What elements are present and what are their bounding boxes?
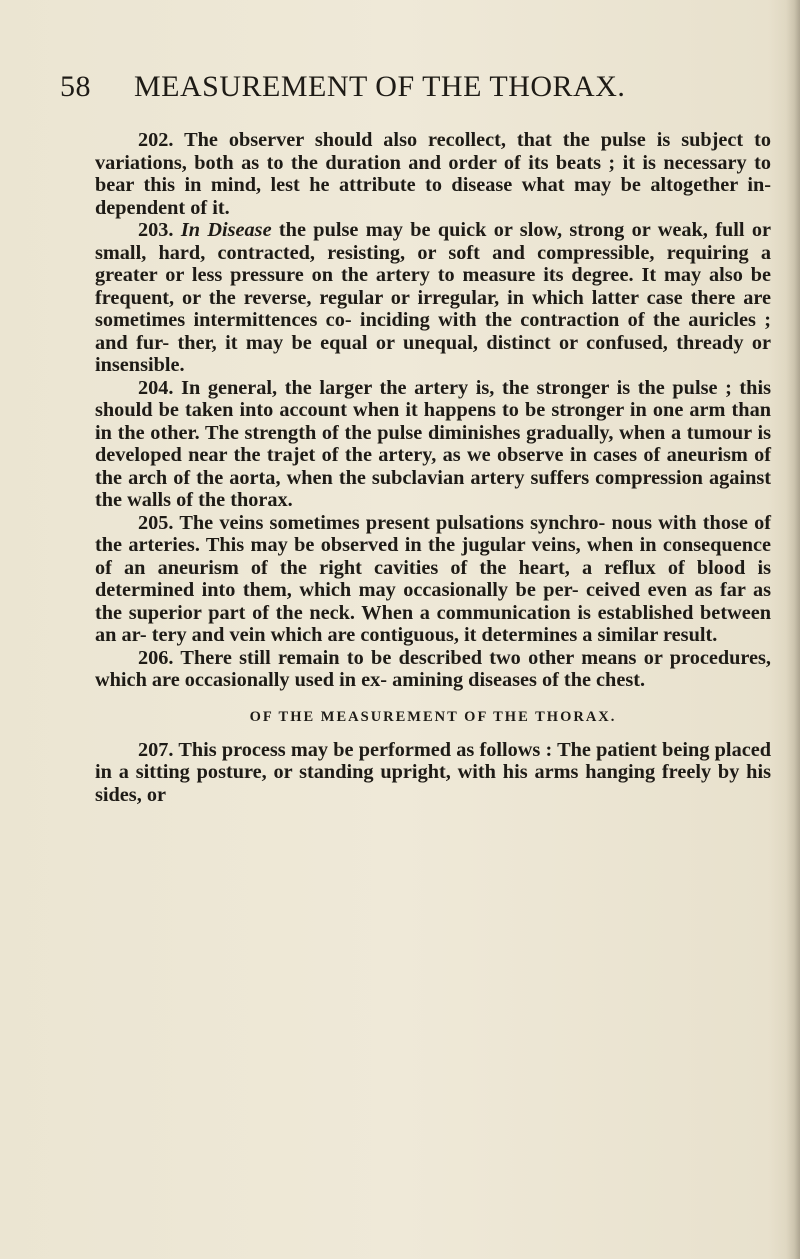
- paragraph-205: 205. The veins sometimes present pulsations synchro- nous with those of the arteries. This may be observed in the jugular veins, when in consequence of an aneurism of the right cavities of the heart, a reflux of blood is determined into them, which may occasionally be per- ceived even as far as the superior part of the neck. When a communication is established between an ar- tery and vein which are contiguous, it determines a similar result.: [95, 511, 771, 646]
- running-head: [60, 70, 700, 114]
- page-edge-shadow: [786, 0, 800, 1259]
- paragraph-204: 204. In general, the larger the artery is, the stronger is the pulse ; this should be taken into account when it happens to be stronger in one arm than in the other. The strength of the pulse diminishes gradually, when a tumour is developed near the trajet of the artery, as we observe in cases of aneurism of the arch of the aorta, when the subclavian artery suffers compression against the walls of the thorax.: [95, 376, 771, 511]
- paragraph-207: 207. This process may be performed as follows : The patient being placed in a sitting posture, or standing upright, with his arms hanging freely by his sides, or: [95, 738, 771, 806]
- body-text: [95, 129, 771, 806]
- page-number: 58: [60, 70, 91, 103]
- italic-phrase: In Disease: [180, 219, 272, 241]
- running-title: MEASUREMENT OF THE THORAX.: [134, 70, 626, 103]
- paragraph-206: 206. There still remain to be described two other means or procedures, which are occasionally used in ex- amining diseases of the chest.: [95, 646, 771, 691]
- section-heading: OF THE MEASUREMENT OF THE THORAX.: [249, 708, 617, 725]
- paragraph-202: 202. The observer should also recollect, that the pulse is subject to variations, both as to the duration and order of its beats ; it is necessary to bear this in mind, lest he attribute to disease what may be altogether in- dependent of it.: [95, 129, 771, 219]
- paragraph-203: 203. In Disease the pulse may be quick or slow, strong or weak, full or small, hard, contracted, resisting, or soft and compressible, requiring a greater or less pressure on the artery to measure its degree. It may also be frequent, or the reverse, regular or irregular, in which latter case there are sometimes intermittences co- inciding with the contraction of the auricles ; and fur- ther, it may be equal or unequal, distinct or confused, thready or insensible.: [95, 219, 771, 376]
